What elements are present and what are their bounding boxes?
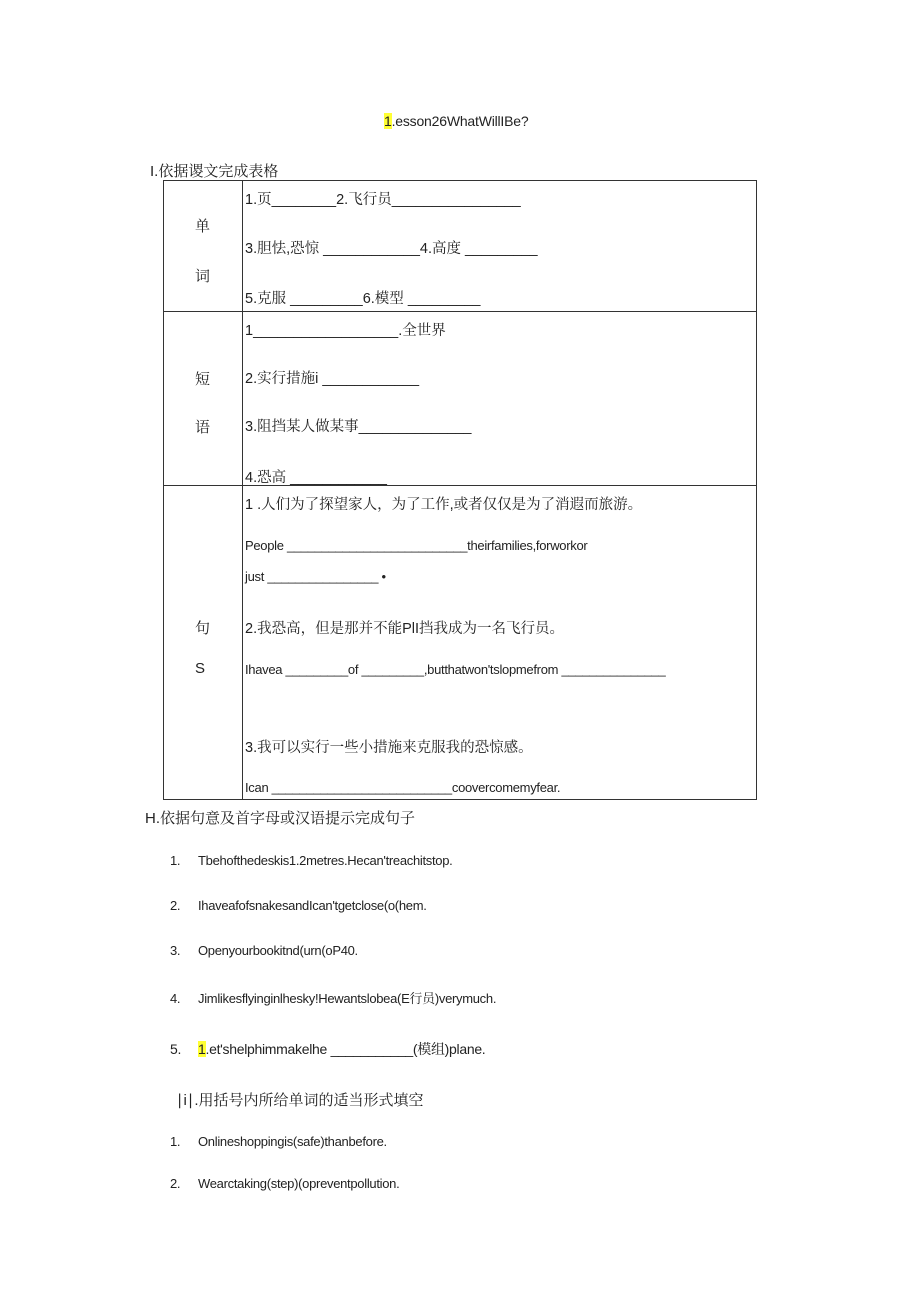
table-line: 1 .人们为了探望家人，为了工作,或者仅仅是为了消遐而旅游。 <box>245 497 643 513</box>
row-label-char: 句 <box>195 620 211 637</box>
table-line: 3.阻挡某人做某事______________ <box>245 419 472 435</box>
table-line: 4.恐高 ____________ <box>245 470 387 486</box>
row-content <box>243 312 757 486</box>
table-row-words <box>164 181 757 312</box>
row-label <box>164 181 243 312</box>
section1-heading: I.依据谡文完成表格 <box>150 163 279 180</box>
row-label-char: 短 <box>195 371 211 388</box>
table-line: Ican __________________________coovercomemyfear. <box>245 780 561 795</box>
page-title <box>384 113 528 129</box>
table-line: 1.页________2.飞行员________________ <box>245 192 521 208</box>
table-line: just ________________ • <box>245 569 386 584</box>
row-label-char: 语 <box>195 419 211 436</box>
list-item: 1. Tbehofthedeskis1.2metres.Hecan'treachitstop. <box>170 853 453 868</box>
title-highlight: 1 <box>384 113 392 129</box>
table-line: Ihavea _________of _________,butthatwon'tslopmefrom _______________ <box>245 662 666 677</box>
row-label <box>164 486 243 800</box>
item-highlight: 1 <box>198 1041 206 1057</box>
section3-heading: ∣i∣.用括号内所给单词的适当形式填空 <box>176 1092 424 1109</box>
table-row-sentences <box>164 486 757 800</box>
list-item: 2. IhaveafofsnakesandIcan'tgetclose(o(hem. <box>170 898 427 913</box>
table-line: 2.我恐高，但是那并不能PlI挡我成为一名飞行员。 <box>245 621 565 637</box>
row-content <box>243 486 757 800</box>
table-line: 5.克服 _________6.模型 _________ <box>245 291 481 307</box>
section2-heading: H.依据句意及首字母或汉语提示完成句子 <box>145 810 416 827</box>
list-item: 3. Openyourbookitnd(urn(oP40. <box>170 943 358 958</box>
row-label-char: 词 <box>195 268 211 285</box>
table-line: 2.实行措施i ____________ <box>245 371 420 387</box>
vocabulary-table <box>163 180 757 800</box>
table-line: 1__________________.全世界 <box>245 323 446 339</box>
table-line: 3.胆怯,恐惊 ____________4.高度 _________ <box>245 241 538 257</box>
table-line: People __________________________theirfamilies,forworkor <box>245 538 588 553</box>
list-item: 5. 1.et'shelphimmakelhe ___________(模组)plane. <box>170 1041 486 1057</box>
table-line: 3.我可以实行一些小措施来克服我的恐惊感。 <box>245 740 533 756</box>
list-item: 4. Jimlikesflyinginlhesky!Hewantslobea(E行员)verymuch. <box>170 991 497 1006</box>
row-content <box>243 181 757 312</box>
table-row-phrases <box>164 312 757 486</box>
title-text: .esson26WhatWillIBe? <box>391 113 529 129</box>
list-item: 2. Wearctaking(step)(opreventpollution. <box>170 1176 400 1191</box>
row-label <box>164 312 243 486</box>
row-label-char: S <box>195 660 206 677</box>
list-item: 1. Onlineshoppingis(safe)thanbefore. <box>170 1134 387 1149</box>
row-label-char: 单 <box>195 218 211 235</box>
